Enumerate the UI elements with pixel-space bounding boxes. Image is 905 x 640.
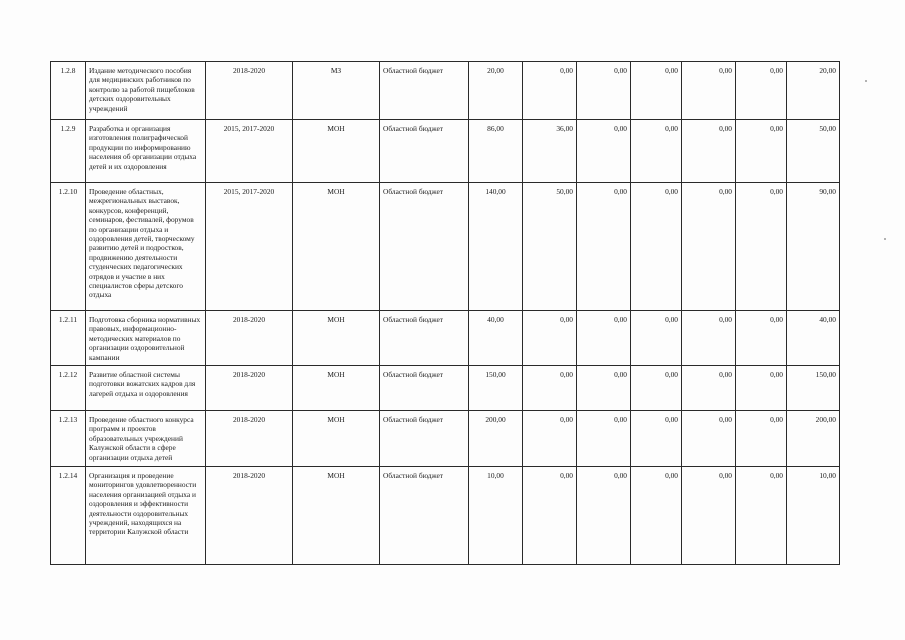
row-number: 1.2.13 bbox=[51, 411, 86, 467]
implementation-years: 2015, 2017-2020 bbox=[206, 183, 293, 311]
amount-cell: 0,00 bbox=[631, 120, 682, 183]
amount-cell: 0,00 bbox=[736, 467, 787, 565]
executor: МОН bbox=[293, 183, 380, 311]
scan-speck bbox=[865, 80, 867, 82]
amount-total-cell: 40,00 bbox=[787, 311, 840, 366]
amount-total-cell: 20,00 bbox=[787, 62, 840, 120]
funding-source: Областной бюджет bbox=[380, 366, 469, 411]
amount-cell: 0,00 bbox=[631, 366, 682, 411]
amount-cell: 0,00 bbox=[523, 366, 577, 411]
implementation-years: 2018-2020 bbox=[206, 62, 293, 120]
amount-cell: 0,00 bbox=[577, 467, 631, 565]
amount-cell: 0,00 bbox=[682, 62, 736, 120]
amount-cell: 0,00 bbox=[682, 120, 736, 183]
amount-cell: 0,00 bbox=[577, 411, 631, 467]
executor: МОН bbox=[293, 120, 380, 183]
amount-total-cell: 200,00 bbox=[787, 411, 840, 467]
activity-name: Проведение областных, межрегиональных выставок, конкурсов, конференций, семинаров, фестивалей, форумов по организации отдыха и оздоровления детей, творческому развитию детей и подростков, продвижению деятельности студенческих педагогических отрядов и участие в них специалистов сферы детского отдыха bbox=[86, 183, 206, 311]
implementation-years: 2018-2020 bbox=[206, 311, 293, 366]
amount-cell: 36,00 bbox=[523, 120, 577, 183]
amount-cell: 0,00 bbox=[736, 366, 787, 411]
funding-source: Областной бюджет bbox=[380, 120, 469, 183]
activity-name: Организация и проведение мониторингов удовлетворенности населения организацией отдыха и оздоровления и эффективности деятельности оздоровительных учреждений, находящихся на территории Калужской области bbox=[86, 467, 206, 565]
amount-cell: 20,00 bbox=[469, 62, 523, 120]
amount-total-cell: 10,00 bbox=[787, 467, 840, 565]
row-number: 1.2.14 bbox=[51, 467, 86, 565]
amount-cell: 0,00 bbox=[682, 311, 736, 366]
row-number: 1.2.12 bbox=[51, 366, 86, 411]
amount-cell: 150,00 bbox=[469, 366, 523, 411]
amount-cell: 0,00 bbox=[523, 62, 577, 120]
activity-name: Подготовка сборника нормативных правовых, информационно-методических материалов по организации оздоровительной кампании bbox=[86, 311, 206, 366]
activity-name: Разработка и организация изготовления полиграфической продукции по информированию населения об организации отдыха детей и их оздоровления bbox=[86, 120, 206, 183]
funding-source: Областной бюджет bbox=[380, 467, 469, 565]
table-row bbox=[51, 183, 840, 311]
amount-cell: 0,00 bbox=[631, 411, 682, 467]
amount-cell: 0,00 bbox=[736, 62, 787, 120]
amount-cell: 0,00 bbox=[682, 467, 736, 565]
amount-cell: 40,00 bbox=[469, 311, 523, 366]
executor: МОН bbox=[293, 366, 380, 411]
amount-cell: 0,00 bbox=[523, 311, 577, 366]
row-number: 1.2.8 bbox=[51, 62, 86, 120]
amount-cell: 0,00 bbox=[736, 183, 787, 311]
activity-name: Развитие областной системы подготовки вожатских кадров для лагерей отдыха и оздоровления bbox=[86, 366, 206, 411]
amount-total-cell: 50,00 bbox=[787, 120, 840, 183]
executor: МОН bbox=[293, 467, 380, 565]
funding-source: Областной бюджет bbox=[380, 311, 469, 366]
table-row bbox=[51, 366, 840, 411]
table-row bbox=[51, 411, 840, 467]
amount-cell: 0,00 bbox=[682, 366, 736, 411]
activity-name: Издание методического пособия для медицинских работников по контролю за работой пищеблоков детских оздоровительных учреждений bbox=[86, 62, 206, 120]
activity-name: Проведение областного конкурса программ и проектов образовательных учреждений Калужской области в сфере организации отдыха детей bbox=[86, 411, 206, 467]
table-row bbox=[51, 311, 840, 366]
funding-source: Областной бюджет bbox=[380, 62, 469, 120]
executor: МОН bbox=[293, 411, 380, 467]
table-row bbox=[51, 120, 840, 183]
executor: МЗ bbox=[293, 62, 380, 120]
executor: МОН bbox=[293, 311, 380, 366]
amount-cell: 0,00 bbox=[682, 411, 736, 467]
amount-cell: 0,00 bbox=[736, 120, 787, 183]
funding-source: Областной бюджет bbox=[380, 411, 469, 467]
program-activities-table bbox=[50, 61, 840, 565]
amount-cell: 0,00 bbox=[736, 411, 787, 467]
implementation-years: 2015, 2017-2020 bbox=[206, 120, 293, 183]
amount-cell: 10,00 bbox=[469, 467, 523, 565]
amount-cell: 0,00 bbox=[736, 311, 787, 366]
row-number: 1.2.11 bbox=[51, 311, 86, 366]
amount-cell: 50,00 bbox=[523, 183, 577, 311]
amount-cell: 86,00 bbox=[469, 120, 523, 183]
amount-cell: 0,00 bbox=[523, 411, 577, 467]
implementation-years: 2018-2020 bbox=[206, 467, 293, 565]
amount-cell: 0,00 bbox=[577, 311, 631, 366]
amount-cell: 0,00 bbox=[577, 62, 631, 120]
scan-speck bbox=[884, 238, 886, 240]
amount-cell: 0,00 bbox=[631, 467, 682, 565]
row-number: 1.2.9 bbox=[51, 120, 86, 183]
amount-cell: 0,00 bbox=[577, 183, 631, 311]
row-number: 1.2.10 bbox=[51, 183, 86, 311]
amount-total-cell: 150,00 bbox=[787, 366, 840, 411]
amount-cell: 0,00 bbox=[577, 120, 631, 183]
amount-cell: 0,00 bbox=[682, 183, 736, 311]
funding-source: Областной бюджет bbox=[380, 183, 469, 311]
table-row bbox=[51, 467, 840, 565]
table-row bbox=[51, 62, 840, 120]
amount-cell: 140,00 bbox=[469, 183, 523, 311]
amount-cell: 0,00 bbox=[631, 183, 682, 311]
amount-cell: 0,00 bbox=[523, 467, 577, 565]
implementation-years: 2018-2020 bbox=[206, 411, 293, 467]
implementation-years: 2018-2020 bbox=[206, 366, 293, 411]
amount-cell: 200,00 bbox=[469, 411, 523, 467]
amount-cell: 0,00 bbox=[631, 62, 682, 120]
amount-cell: 0,00 bbox=[577, 366, 631, 411]
amount-cell: 0,00 bbox=[631, 311, 682, 366]
amount-total-cell: 90,00 bbox=[787, 183, 840, 311]
